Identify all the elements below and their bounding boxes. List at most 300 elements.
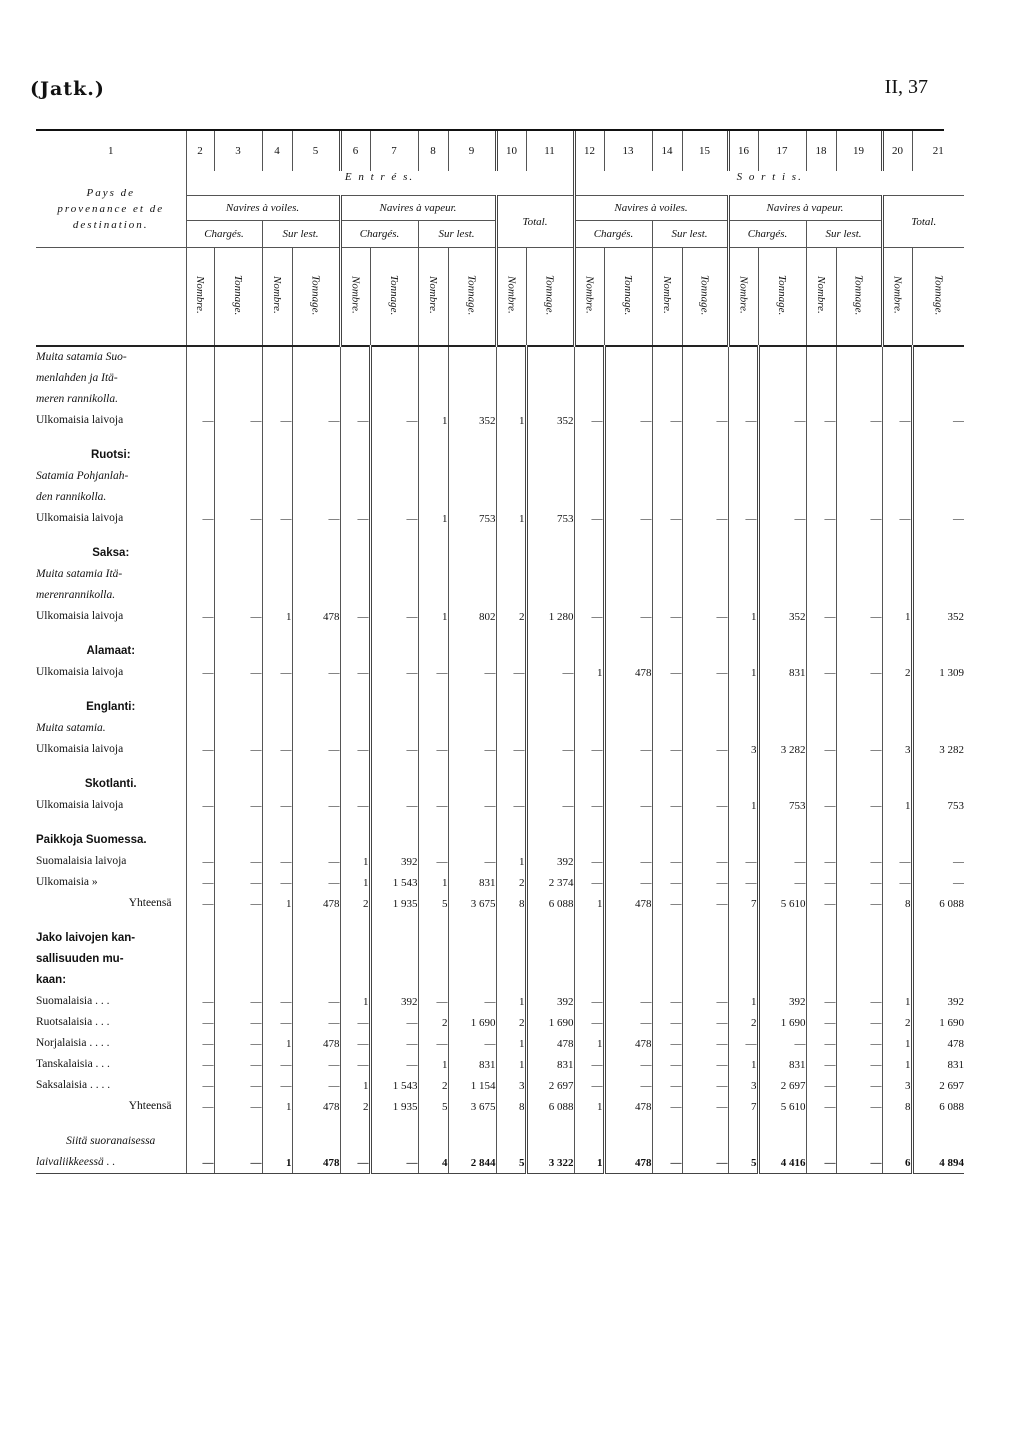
cell-col-13 — [604, 529, 652, 543]
cell-col-6 — [340, 564, 370, 585]
cell-col-20: 1 — [882, 795, 912, 816]
cell-col-12 — [574, 697, 604, 718]
cell-col-6 — [340, 641, 370, 662]
cell-col-7 — [370, 346, 418, 368]
table-row — [36, 760, 964, 774]
cell-col-18: — — [806, 662, 836, 683]
cell-col-4 — [262, 1117, 292, 1131]
cell-col-3: — — [214, 1012, 262, 1033]
cell-col-5 — [292, 368, 340, 389]
cell-col-19 — [836, 760, 882, 774]
cell-col-14 — [652, 1117, 682, 1131]
cell-col-19 — [836, 683, 882, 697]
cell-col-6 — [340, 830, 370, 851]
cell-col-3 — [214, 774, 262, 795]
cell-col-19 — [836, 529, 882, 543]
row-label: Yhteensä — [128, 1100, 172, 1112]
cell-col-13 — [604, 718, 652, 739]
cell-col-3: — — [214, 739, 262, 760]
cell-col-6 — [340, 585, 370, 606]
cell-col-11 — [526, 585, 574, 606]
cell-col-16: 1 — [728, 991, 758, 1012]
cell-col-4 — [262, 346, 292, 368]
cell-col-16: 1 — [728, 662, 758, 683]
cell-col-5 — [292, 1131, 340, 1152]
cell-col-2: — — [186, 893, 214, 914]
cell-col-10 — [496, 914, 526, 928]
cell-col-2 — [186, 487, 214, 508]
cell-col-10: — — [496, 795, 526, 816]
cell-col-17: 2 697 — [758, 1075, 806, 1096]
cell-col-9 — [448, 718, 496, 739]
cell-col-16 — [728, 1131, 758, 1152]
table-row — [36, 774, 964, 795]
cell-col-7: 1 543 — [370, 872, 418, 893]
cell-col-6 — [340, 529, 370, 543]
cell-col-12: — — [574, 1054, 604, 1075]
cell-col-11: 3 322 — [526, 1152, 574, 1174]
cell-col-13 — [604, 1117, 652, 1131]
cell-col-7 — [370, 830, 418, 851]
cell-col-3 — [214, 816, 262, 830]
cell-col-8 — [418, 774, 448, 795]
cell-col-18 — [806, 718, 836, 739]
cell-col-10: 5 — [496, 1152, 526, 1174]
cell-col-11 — [526, 774, 574, 795]
table-row — [36, 606, 964, 627]
cell-col-13: — — [604, 1054, 652, 1075]
cell-col-18: — — [806, 1152, 836, 1174]
cell-col-16: — — [728, 508, 758, 529]
cell-col-19: — — [836, 893, 882, 914]
col-number-12: 12 — [574, 131, 604, 171]
cell-col-14 — [652, 564, 682, 585]
cell-col-15 — [682, 445, 728, 466]
cell-col-17 — [758, 346, 806, 368]
cell-col-13 — [604, 697, 652, 718]
cell-col-21 — [912, 1131, 964, 1152]
cell-col-19 — [836, 627, 882, 641]
cell-col-10 — [496, 389, 526, 410]
cell-col-11: 6 088 — [526, 1096, 574, 1117]
cell-col-12 — [574, 445, 604, 466]
table-row — [36, 564, 964, 585]
cell-col-15 — [682, 774, 728, 795]
cell-col-12: 1 — [574, 1096, 604, 1117]
cell-col-8: — — [418, 662, 448, 683]
cell-col-16 — [728, 346, 758, 368]
cell-col-20 — [882, 830, 912, 851]
table-row — [36, 585, 964, 606]
cell-col-9 — [448, 774, 496, 795]
cell-col-13: — — [604, 872, 652, 893]
cell-col-21: 1 309 — [912, 662, 964, 683]
cell-col-5 — [292, 445, 340, 466]
cell-col-2: — — [186, 1096, 214, 1117]
cell-col-8: 1 — [418, 1054, 448, 1075]
col-number-6: 6 — [340, 131, 370, 171]
tonnage-heading-text: Tonnage. — [232, 274, 244, 316]
cell-col-6: 2 — [340, 1096, 370, 1117]
cell-col-20 — [882, 1117, 912, 1131]
cell-col-9: 753 — [448, 508, 496, 529]
col-number-5: 5 — [292, 131, 340, 171]
cell-col-20 — [882, 487, 912, 508]
cell-col-14 — [652, 970, 682, 991]
cell-col-5 — [292, 816, 340, 830]
cell-col-18: — — [806, 1012, 836, 1033]
cell-col-4 — [262, 466, 292, 487]
cell-col-18 — [806, 774, 836, 795]
cell-col-11 — [526, 431, 574, 445]
page-number: II, 37 — [884, 76, 928, 98]
cell-col-20: 3 — [882, 739, 912, 760]
cell-col-14 — [652, 816, 682, 830]
cell-col-5 — [292, 949, 340, 970]
cell-col-7: — — [370, 1012, 418, 1033]
cell-col-6 — [340, 816, 370, 830]
cell-col-10: 1 — [496, 508, 526, 529]
cell-col-7 — [370, 816, 418, 830]
cell-col-2 — [186, 830, 214, 851]
cell-col-10 — [496, 346, 526, 368]
col-number-7: 7 — [370, 131, 418, 171]
cell-col-18 — [806, 368, 836, 389]
cell-col-20: — — [882, 508, 912, 529]
cell-col-15: — — [682, 991, 728, 1012]
cell-col-2: — — [186, 1054, 214, 1075]
cell-col-6: — — [340, 410, 370, 431]
table-row — [36, 928, 964, 949]
cell-col-8 — [418, 683, 448, 697]
cell-col-7 — [370, 760, 418, 774]
cell-col-12 — [574, 627, 604, 641]
cell-col-21: 6 088 — [912, 1096, 964, 1117]
cell-col-5 — [292, 466, 340, 487]
cell-col-5 — [292, 718, 340, 739]
cell-col-2 — [186, 928, 214, 949]
cell-col-8 — [418, 564, 448, 585]
cell-col-13 — [604, 914, 652, 928]
cell-col-15: — — [682, 893, 728, 914]
cell-col-13 — [604, 543, 652, 564]
cell-col-8 — [418, 346, 448, 368]
cell-col-14: — — [652, 410, 682, 431]
cell-col-13: — — [604, 1075, 652, 1096]
cell-col-12 — [574, 928, 604, 949]
cell-col-16: 1 — [728, 1054, 758, 1075]
cell-col-20 — [882, 431, 912, 445]
cell-col-5: — — [292, 1075, 340, 1096]
cell-col-15: — — [682, 1033, 728, 1054]
cell-col-20: — — [882, 410, 912, 431]
cell-col-10 — [496, 487, 526, 508]
cell-col-14 — [652, 949, 682, 970]
cell-col-4: — — [262, 1012, 292, 1033]
cell-col-18 — [806, 641, 836, 662]
cell-col-17 — [758, 389, 806, 410]
cell-col-15 — [682, 368, 728, 389]
cell-col-16: — — [728, 851, 758, 872]
cell-col-8 — [418, 718, 448, 739]
cell-col-12: — — [574, 795, 604, 816]
sortis-vapeur-charges: Chargés. — [728, 221, 806, 248]
cell-col-7 — [370, 928, 418, 949]
cell-col-5 — [292, 627, 340, 641]
cell-col-19: — — [836, 606, 882, 627]
cell-col-10: 1 — [496, 1033, 526, 1054]
cell-col-14: — — [652, 1054, 682, 1075]
cell-col-19 — [836, 830, 882, 851]
cell-col-17: 753 — [758, 795, 806, 816]
cell-col-10: 2 — [496, 606, 526, 627]
cell-col-12 — [574, 718, 604, 739]
cell-col-21 — [912, 718, 964, 739]
cell-col-10: 1 — [496, 991, 526, 1012]
cell-col-3: — — [214, 1075, 262, 1096]
cell-col-14 — [652, 760, 682, 774]
cell-col-14 — [652, 389, 682, 410]
cell-col-10: 2 — [496, 1012, 526, 1033]
cell-col-9 — [448, 585, 496, 606]
cell-col-17: — — [758, 410, 806, 431]
cell-col-8 — [418, 445, 448, 466]
col-number-13: 13 — [604, 131, 652, 171]
cell-col-2 — [186, 466, 214, 487]
cell-col-17 — [758, 816, 806, 830]
cell-col-21: — — [912, 872, 964, 893]
row-label — [36, 914, 186, 928]
cell-col-16 — [728, 543, 758, 564]
cell-col-14: — — [652, 1012, 682, 1033]
cell-col-21 — [912, 389, 964, 410]
cell-col-12 — [574, 949, 604, 970]
nombre-heading-16 — [728, 248, 758, 347]
cell-col-7: 392 — [370, 851, 418, 872]
cell-col-9: 802 — [448, 606, 496, 627]
cell-col-4: 1 — [262, 1152, 292, 1174]
cell-col-5 — [292, 697, 340, 718]
cell-col-8: 5 — [418, 893, 448, 914]
cell-col-18: — — [806, 795, 836, 816]
cell-col-21 — [912, 949, 964, 970]
cell-col-3: — — [214, 1033, 262, 1054]
cell-col-13 — [604, 585, 652, 606]
cell-col-7 — [370, 466, 418, 487]
table-row — [36, 914, 964, 928]
table-row — [36, 1012, 964, 1033]
cell-col-8 — [418, 760, 448, 774]
cell-col-11 — [526, 816, 574, 830]
cell-col-19 — [836, 487, 882, 508]
cell-col-11 — [526, 641, 574, 662]
row-label: Suomalaisia laivoja — [36, 855, 127, 867]
col-number-8: 8 — [418, 131, 448, 171]
cell-col-4 — [262, 830, 292, 851]
cell-col-2: — — [186, 410, 214, 431]
cell-col-11 — [526, 970, 574, 991]
cell-col-7: 392 — [370, 991, 418, 1012]
cell-col-19 — [836, 466, 882, 487]
cell-col-2 — [186, 949, 214, 970]
cell-col-8: — — [418, 739, 448, 760]
row-label: Ulkomaisia laivoja — [36, 743, 124, 755]
cell-col-13 — [604, 389, 652, 410]
cell-col-9: — — [448, 1033, 496, 1054]
cell-col-4: — — [262, 991, 292, 1012]
cell-col-3: — — [214, 410, 262, 431]
cell-col-18 — [806, 529, 836, 543]
direction-row — [36, 171, 964, 196]
row-label: merenrannikolla. — [36, 589, 116, 601]
cell-col-9 — [448, 928, 496, 949]
cell-col-8: 5 — [418, 1096, 448, 1117]
continuation-label: (Jatk.) — [30, 78, 105, 100]
cell-col-7: — — [370, 606, 418, 627]
tonnage-heading-11 — [526, 248, 574, 347]
cell-col-5: — — [292, 851, 340, 872]
row-label: Ruotsi: — [90, 449, 131, 461]
cell-col-21: 831 — [912, 1054, 964, 1075]
cell-col-13: — — [604, 739, 652, 760]
cell-col-3: — — [214, 795, 262, 816]
cell-col-3 — [214, 346, 262, 368]
cell-col-21 — [912, 683, 964, 697]
cell-col-4 — [262, 529, 292, 543]
cell-col-13 — [604, 830, 652, 851]
cell-col-20 — [882, 445, 912, 466]
cell-col-7: — — [370, 410, 418, 431]
cell-col-10: — — [496, 739, 526, 760]
cell-col-12 — [574, 1117, 604, 1131]
cell-col-16: 7 — [728, 893, 758, 914]
cell-col-8: — — [418, 991, 448, 1012]
cell-col-14 — [652, 466, 682, 487]
cell-col-19 — [836, 928, 882, 949]
cell-col-2: — — [186, 739, 214, 760]
col-number-14: 14 — [652, 131, 682, 171]
row-label: Jako laivojen kan- — [36, 932, 136, 944]
nombre-heading-text: Nombre. — [737, 276, 750, 314]
cell-col-9 — [448, 697, 496, 718]
cell-col-8 — [418, 949, 448, 970]
cell-col-18: — — [806, 508, 836, 529]
cell-col-13: — — [604, 508, 652, 529]
cell-col-9 — [448, 466, 496, 487]
cell-col-16 — [728, 585, 758, 606]
tonnage-heading-text: Tonnage. — [932, 274, 945, 316]
cell-col-6: 1 — [340, 991, 370, 1012]
cell-col-5 — [292, 641, 340, 662]
cell-col-19 — [836, 543, 882, 564]
col-number-19: 19 — [836, 131, 882, 171]
cell-col-19: — — [836, 1096, 882, 1117]
cell-col-6: — — [340, 1033, 370, 1054]
cell-col-2 — [186, 1131, 214, 1152]
cell-col-18 — [806, 697, 836, 718]
cell-col-3 — [214, 760, 262, 774]
cell-col-12: — — [574, 508, 604, 529]
table-row — [36, 830, 964, 851]
cell-col-12 — [574, 431, 604, 445]
cell-col-17 — [758, 431, 806, 445]
cell-col-3: — — [214, 1152, 262, 1174]
cell-col-7: — — [370, 1054, 418, 1075]
cell-col-3 — [214, 641, 262, 662]
cell-col-12: — — [574, 739, 604, 760]
cell-col-10 — [496, 774, 526, 795]
row-label: Saksalaisia . . . . — [36, 1079, 111, 1091]
col-number-9: 9 — [448, 131, 496, 171]
cell-col-4: — — [262, 851, 292, 872]
cell-col-12 — [574, 774, 604, 795]
cell-col-20 — [882, 949, 912, 970]
cell-col-7 — [370, 697, 418, 718]
cell-col-10 — [496, 1131, 526, 1152]
cell-col-9 — [448, 1131, 496, 1152]
nombre-heading-12 — [574, 248, 604, 347]
cell-col-14 — [652, 1131, 682, 1152]
cell-col-5 — [292, 760, 340, 774]
row-label — [36, 816, 186, 830]
cell-col-14 — [652, 718, 682, 739]
cell-col-4 — [262, 627, 292, 641]
cell-col-19: — — [836, 662, 882, 683]
table-row — [36, 893, 964, 914]
cell-col-2 — [186, 914, 214, 928]
cell-col-13 — [604, 487, 652, 508]
cell-col-18 — [806, 683, 836, 697]
cell-col-21: 4 894 — [912, 1152, 964, 1174]
cell-col-16 — [728, 914, 758, 928]
table-row — [36, 431, 964, 445]
cell-col-20 — [882, 368, 912, 389]
cell-col-20: 1 — [882, 1054, 912, 1075]
pays-label-text: Pays de provenance et de destination. — [57, 187, 165, 231]
cell-col-10: 1 — [496, 410, 526, 431]
cell-col-14 — [652, 641, 682, 662]
col-number-20: 20 — [882, 131, 912, 171]
cell-col-13 — [604, 368, 652, 389]
cell-col-3 — [214, 697, 262, 718]
cell-col-17 — [758, 774, 806, 795]
cell-col-16 — [728, 466, 758, 487]
row-label: Ruotsalaisia . . . — [36, 1016, 110, 1028]
cell-col-19 — [836, 949, 882, 970]
cell-col-18 — [806, 585, 836, 606]
cell-col-5: — — [292, 991, 340, 1012]
row-label: Paikkoja Suomessa. — [36, 834, 147, 846]
cell-col-17 — [758, 1131, 806, 1152]
cell-col-15 — [682, 641, 728, 662]
cell-col-8: 1 — [418, 410, 448, 431]
cell-col-4 — [262, 683, 292, 697]
cell-col-13 — [604, 564, 652, 585]
cell-col-16 — [728, 949, 758, 970]
cell-col-3: — — [214, 1054, 262, 1075]
entres-voiles-charges: Chargés. — [186, 221, 262, 248]
cell-col-5: — — [292, 795, 340, 816]
measure-row — [36, 248, 964, 347]
nombre-heading-18 — [806, 248, 836, 347]
row-label: Muita satamia Itä- — [36, 568, 123, 580]
cell-col-14 — [652, 830, 682, 851]
cell-col-7 — [370, 368, 418, 389]
cell-col-16 — [728, 816, 758, 830]
cell-col-2: — — [186, 1152, 214, 1174]
cell-col-17 — [758, 543, 806, 564]
row-label: Yhteensä — [128, 897, 172, 909]
